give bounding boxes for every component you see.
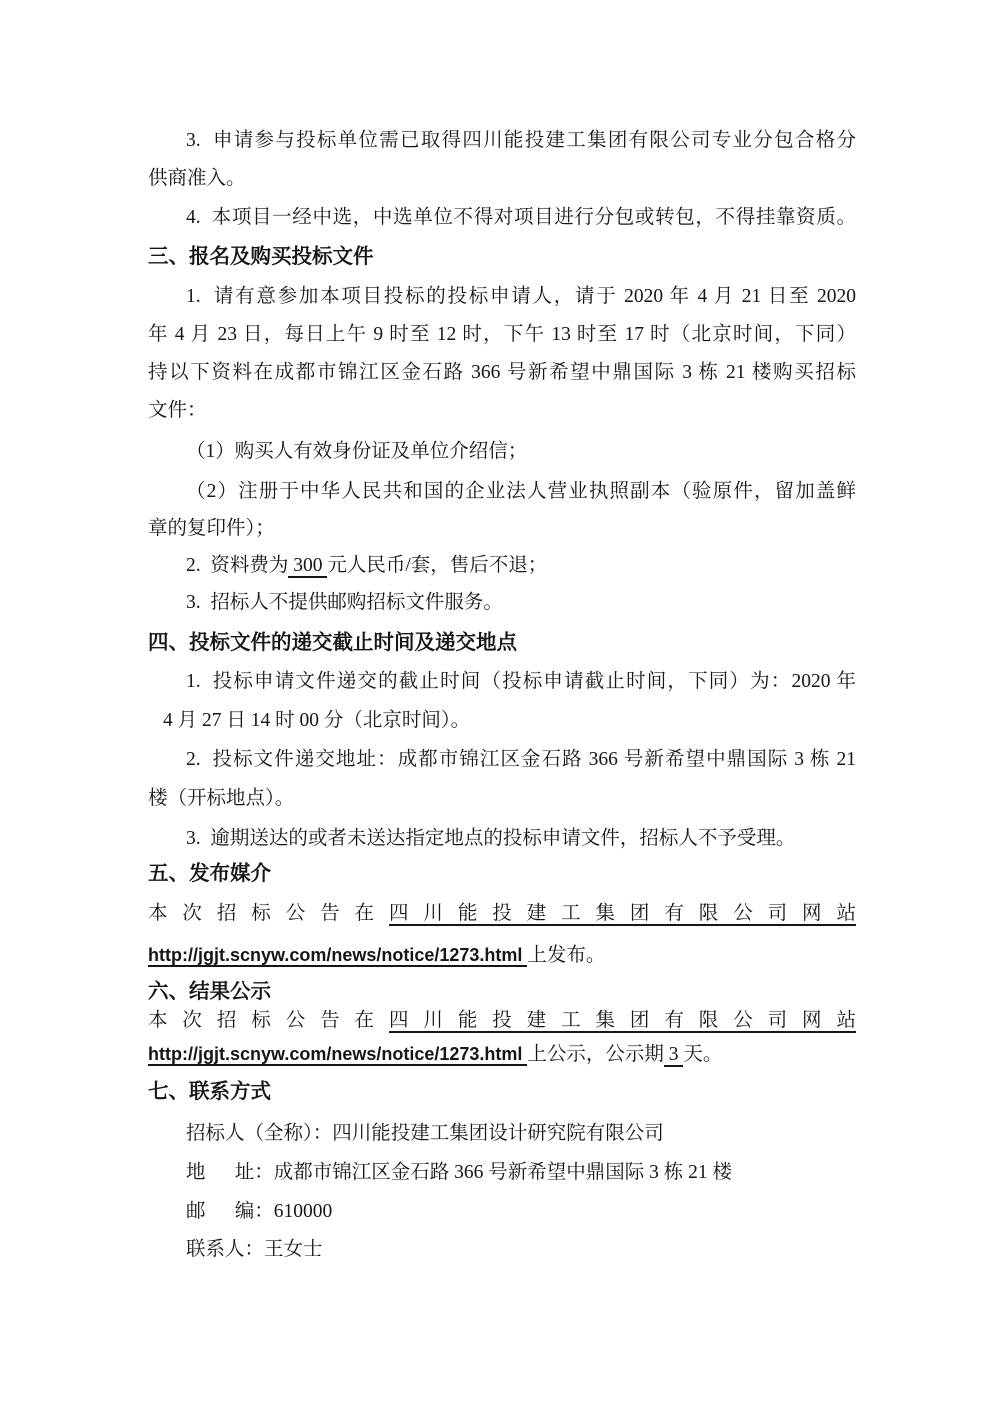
section5-heading: 五、发布媒介	[148, 862, 271, 885]
sec6-url-line	[148, 1040, 856, 1069]
section3-heading: 三、报名及购买投标文件	[148, 245, 374, 268]
sec4-p1-line1: 1. 投标申请文件递交的截止时间（投标申请截止时间，下同）为：2020 年	[186, 671, 856, 692]
sec3-subitem2-line1: （2）注册于中华人民共和国的企业法人营业执照副本（验原件，留加盖鲜	[186, 481, 856, 502]
sec5-media-pre: 本次招标公告在	[148, 903, 389, 924]
section7-heading: 七、联系方式	[148, 1080, 271, 1103]
sec5-notice-url: http://jgjt.scnyw.com/news/notice/1273.html	[148, 945, 528, 965]
item3-line1: 3. 申请参与投标单位需已取得四川能投建工集团有限公司专业分包合格分	[186, 130, 856, 151]
sec5-site-name-underlined: 四川能投建工集团有限公司网站	[388, 903, 856, 924]
sec3-subitem1: （1）购买人有效身份证及单位介绍信；	[186, 441, 528, 462]
item4-line: 4. 本项目一经中选，中选单位不得对项目进行分包或转包，不得挂靠资质。	[186, 207, 856, 228]
section6-heading: 六、结果公示	[148, 980, 271, 1003]
fee-text-post: 元人民币/套，售后不退；	[327, 555, 548, 576]
sec6-site-name-underlined: 四川能投建工集团有限公司网站	[388, 1010, 856, 1031]
fee-text-pre: 2. 资料费为	[186, 555, 289, 576]
sec7-address-line: 地 址：成都市锦江区金石路 366 号新希望中鼎国际 3 栋 21 楼	[186, 1162, 733, 1183]
sec6-notice-url: http://jgjt.scnyw.com/news/notice/1273.html	[148, 1044, 528, 1064]
sec3-subitem2-line2: 章的复印件）；	[148, 518, 275, 539]
sec3-p1-line3: 持以下资料在成都市锦江区金石路 366 号新希望中鼎国际 3 栋 21 楼购买招标	[148, 362, 856, 383]
sec7-bidder-line: 招标人（全称）：四川能投建工集团设计研究院有限公司	[186, 1123, 664, 1144]
sec7-postcode-line: 邮 编：610000	[186, 1201, 333, 1222]
sec5-url-line	[148, 941, 856, 970]
sec3-p1-line1: 1. 请有意参加本项目投标的投标申请人，请于 2020 年 4 月 21 日至 2020	[186, 286, 856, 307]
sec5-after-url: 上发布。	[527, 945, 606, 966]
sec4-p1-line2: 4 月 27 日 14 时 00 分（北京时间）。	[163, 710, 471, 731]
sec6-publicity-days-underlined: 3	[663, 1044, 684, 1065]
sec3-fee-line	[148, 552, 856, 580]
sec4-p2-line2: 楼（开标地点）。	[148, 788, 295, 809]
item3-line2: 供商准入。	[148, 168, 246, 189]
sec3-item3-line: 3. 招标人不提供邮购招标文件服务。	[186, 592, 503, 613]
sec3-p1-line2: 年 4 月 23 日，每日上午 9 时至 12 时，下午 13 时至 17 时（北京时间，下同）	[148, 324, 856, 345]
sec7-contact-line: 联系人：王女士	[186, 1239, 323, 1260]
sec6-media-line	[148, 1007, 856, 1035]
sec6-after-url: 上公示，公示期	[527, 1044, 664, 1065]
sec6-media-pre: 本次招标公告在	[148, 1010, 389, 1031]
sec5-media-line	[148, 900, 856, 928]
fee-amount-underlined: 300	[288, 555, 328, 576]
sec6-after-days: 天。	[683, 1044, 723, 1065]
sec4-p2-line1: 2. 投标文件递交地址：成都市锦江区金石路 366 号新希望中鼎国际 3 栋 21	[186, 749, 856, 770]
section4-heading: 四、投标文件的递交截止时间及递交地点	[148, 631, 517, 654]
sec3-p1-line4: 文件：	[148, 400, 207, 421]
sec4-item3-line: 3. 逾期送达的或者未送达指定地点的投标申请文件，招标人不予受理。	[186, 828, 796, 849]
